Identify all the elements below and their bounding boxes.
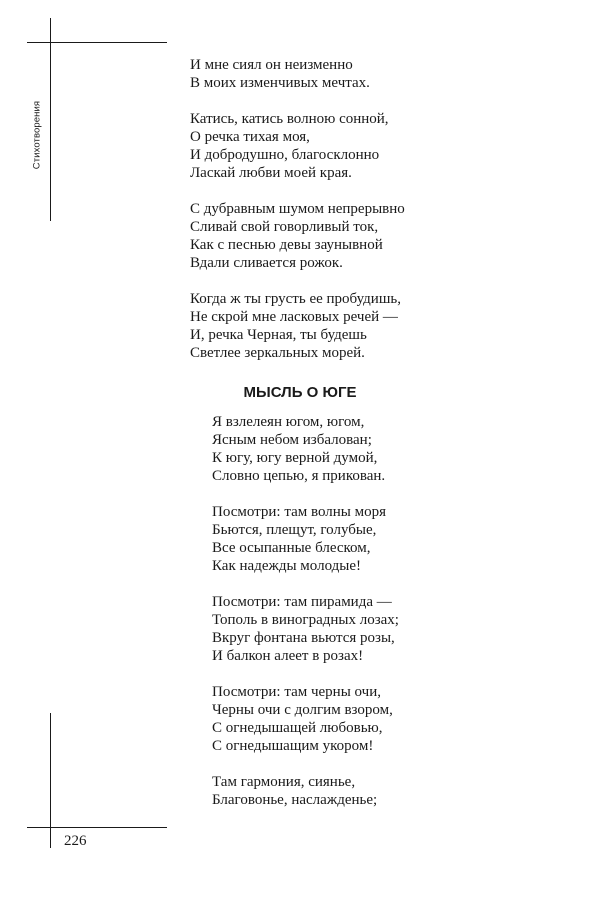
stanza [190,110,405,182]
verse-line: Как с песнью девы заунывной [190,237,383,253]
verse-line: Ясным небом избалован; [212,432,372,448]
verse-line: Вкруг фонтана вьются розы, [212,630,395,646]
verse-line: В моих изменчивых мечтах. [190,75,370,91]
verse-line: Посмотри: там волны моря [212,504,386,520]
verse-line: Посмотри: там пирамида — [212,594,392,610]
stanza [190,290,405,362]
stanza [190,200,405,272]
verse-line: О речка тихая моя, [190,129,310,145]
verse-line: Не скрой мне ласковых речей — [190,309,398,325]
verse-line: Я взлелеян югом, югом, [212,414,365,430]
verse-line: Светлее зеркальных морей. [190,345,365,361]
poem-mysl-o-yuge [212,413,399,827]
verse-line: И, речка Черная, ты будешь [190,327,367,343]
verse-line: С огнедышащим укором! [212,738,374,754]
top-horizontal-rule [27,42,167,43]
verse-line: Как надежды молодые! [212,558,362,574]
verse-line: И балкон алеет в розах! [212,648,364,664]
poem-continued [190,56,405,380]
verse-line: Все осыпанные блеском, [212,540,371,556]
stanza [212,503,399,575]
verse-line: Благовонье, наслажденье; [212,792,378,808]
verse-line: Ласкай любви моей края. [190,165,352,181]
verse-line: Тополь в виноградных лозах; [212,612,399,628]
bottom-vertical-rule [50,713,51,848]
verse-line: Когда ж ты грусть ее пробудишь, [190,291,401,307]
verse-line: Бьются, плещут, голубые, [212,522,377,538]
poem-title: МЫСЛЬ О ЮГЕ [243,384,357,401]
stanza [212,413,399,485]
running-head-text: Стихотворения [31,100,43,170]
verse-line: Там гармония, сиянье, [212,774,356,790]
stanza [190,56,405,92]
verse-line: Вдали сливается рожок. [190,255,343,271]
verse-line: И мне сиял он неизменно [190,57,353,73]
page-number: 226 [64,833,87,849]
verse-line: Посмотри: там черны очи, [212,684,381,700]
verse-line: Словно цепью, я прикован. [212,468,386,484]
verse-line: С огнедышащей любовью, [212,720,383,736]
top-vertical-rule [50,18,51,221]
verse-line: К югу, югу верной думой, [212,450,378,466]
running-head [27,60,47,210]
stanza [212,593,399,665]
verse-line: Сливай свой говорливый ток, [190,219,379,235]
bottom-horizontal-rule [27,827,167,828]
verse-line: Черны очи с долгим взором, [212,702,393,718]
stanza [212,683,399,755]
verse-line: С дубравным шумом непрерывно [190,201,405,217]
verse-line: И добродушно, благосклонно [190,147,380,163]
verse-line: Катись, катись волною сонной, [190,111,389,127]
stanza [212,773,399,809]
